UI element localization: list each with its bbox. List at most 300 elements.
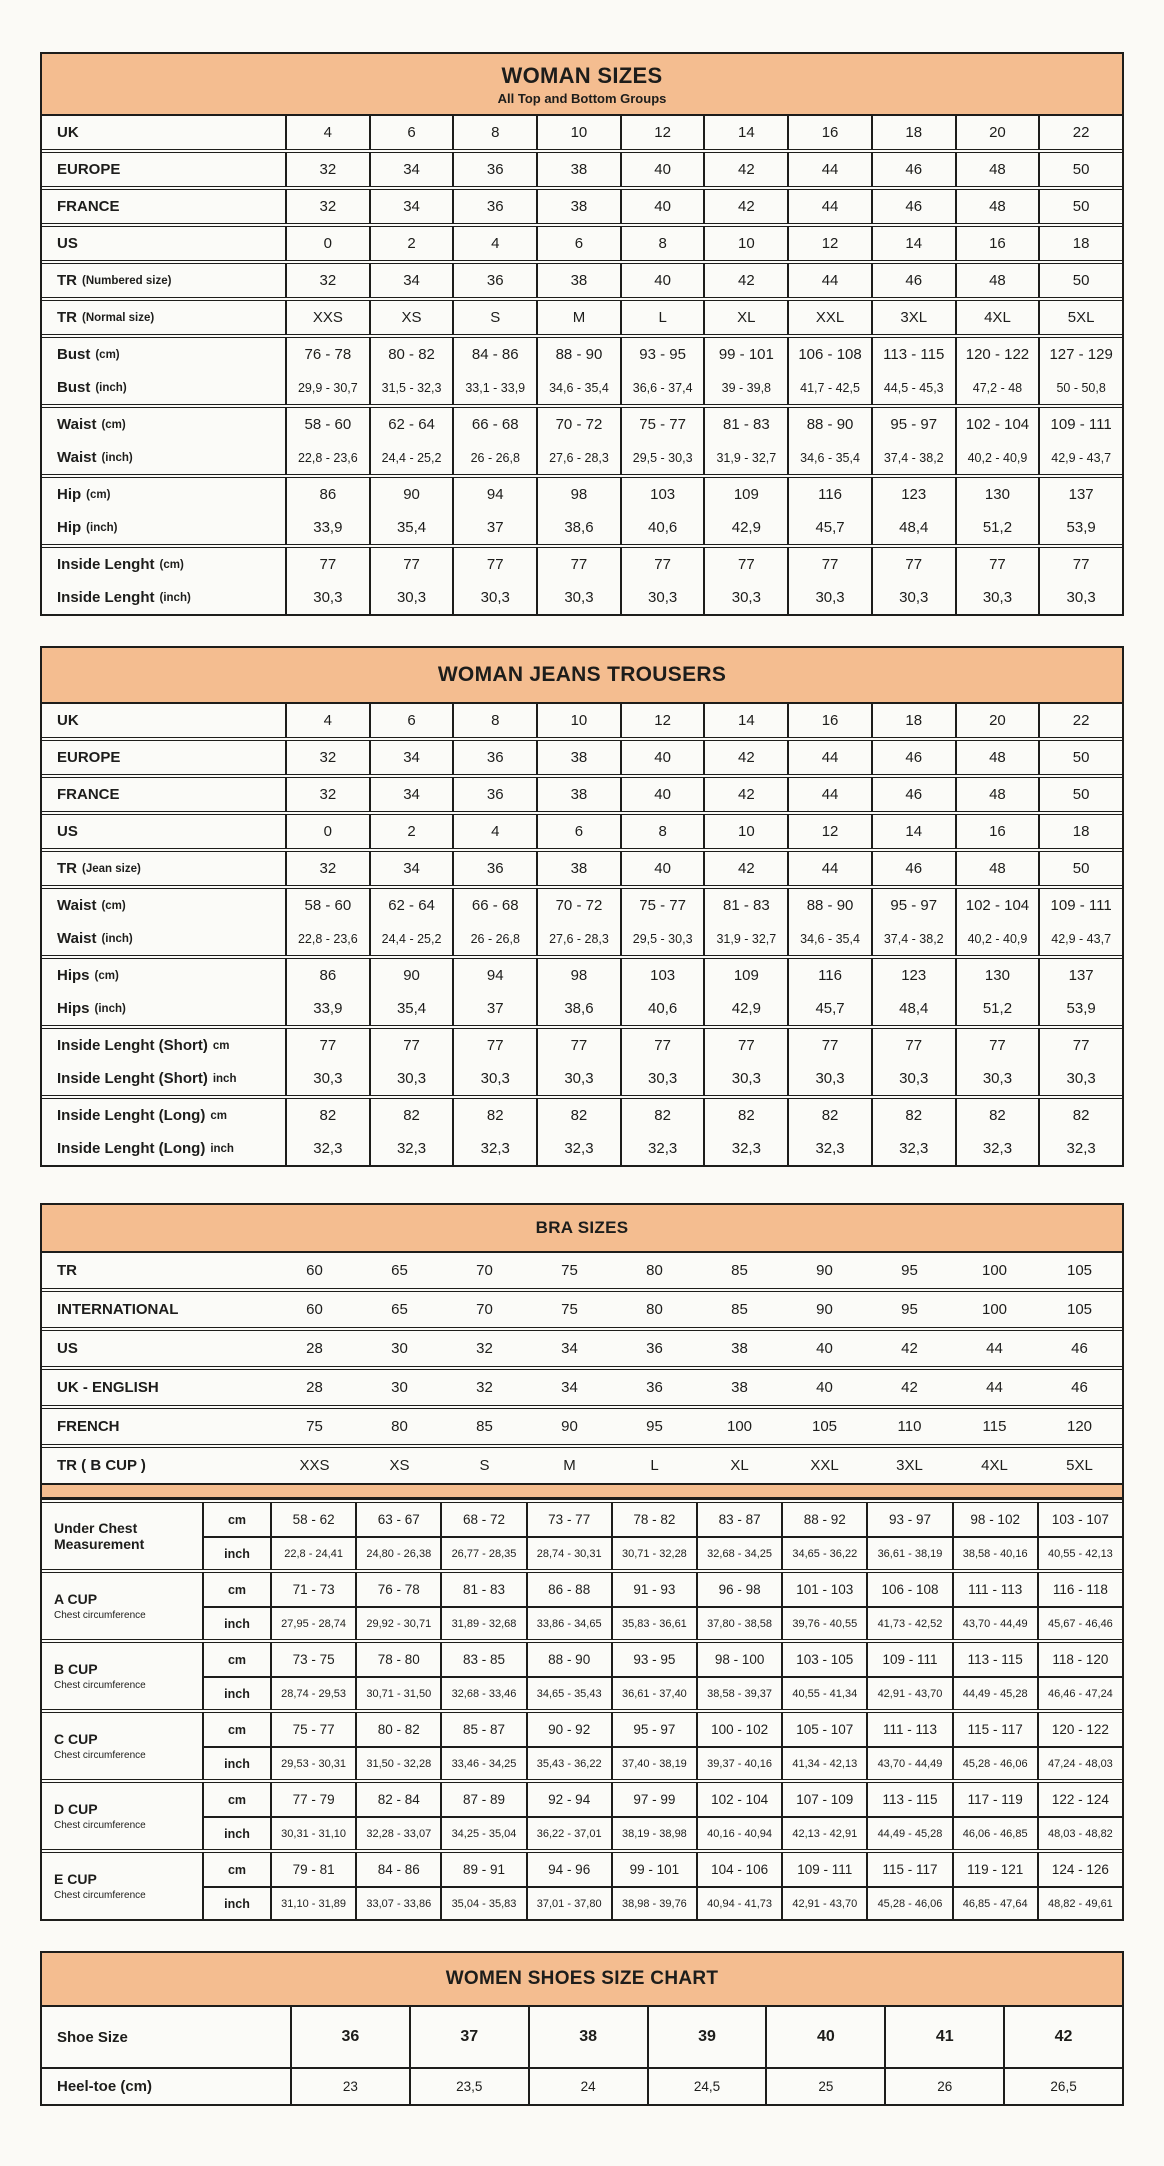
cup-cell: 101 - 103 [781, 1573, 866, 1606]
cup-cell: 102 - 104 [696, 1783, 781, 1816]
orange-separator-band [42, 1483, 1122, 1499]
bra-cell: 60 [306, 1301, 323, 1318]
size-cell: 93 - 95 [620, 338, 704, 371]
cup-label-text: A CUP [54, 1591, 98, 1608]
cup-rows [204, 1573, 1122, 1639]
size-cell: 42 [703, 190, 787, 223]
bra-cell: 75 [306, 1418, 323, 1435]
bra-cell: 46 [1071, 1379, 1088, 1396]
size-cell: 40,6 [620, 511, 704, 544]
row-label [42, 1029, 285, 1062]
cup-cell: 40,55 - 41,34 [781, 1678, 866, 1709]
size-cell: 32,3 [955, 1132, 1039, 1165]
size-cell: M [536, 301, 620, 334]
row-label-text: Inside Lenght (Long) [57, 1140, 206, 1157]
size-cell: 30,3 [536, 581, 620, 614]
cup-cell: 30,71 - 32,28 [611, 1538, 696, 1569]
size-cell: 27,6 - 28,3 [536, 441, 620, 474]
size-cell: 12 [787, 815, 871, 848]
bra-cell: 40 [816, 1379, 833, 1396]
size-cell: 109 [703, 959, 787, 992]
size-cell: 30,3 [452, 1062, 536, 1095]
size-cell: 123 [871, 959, 955, 992]
size-cell: 88 - 90 [787, 408, 871, 441]
cup-cell: 124 - 126 [1037, 1853, 1122, 1886]
cup-cell: 35,04 - 35,83 [440, 1888, 525, 1919]
cup-cell: 29,92 - 30,71 [355, 1608, 440, 1639]
bra-sizes-table [40, 1203, 1124, 1921]
size-cell: 35,4 [369, 992, 453, 1025]
size-cell: 48,4 [871, 992, 955, 1025]
bra-cell: 30 [391, 1340, 408, 1357]
size-cell: 82 [285, 1099, 369, 1132]
cup-group [42, 1709, 1122, 1779]
cup-sublabel: Chest circumference [54, 1819, 146, 1831]
size-cell: 30,3 [369, 581, 453, 614]
size-cell: 44,5 - 45,3 [871, 371, 955, 404]
size-row [42, 264, 1122, 297]
cup-cell: 103 - 107 [1037, 1503, 1122, 1536]
size-section [42, 885, 1122, 955]
cup-group [42, 1569, 1122, 1639]
row-label-note: (Jean size) [82, 862, 141, 875]
size-cell: 40 [620, 190, 704, 223]
size-cell: 6 [369, 704, 453, 737]
row-label-text: EUROPE [57, 161, 121, 178]
cup-cell: 43,70 - 44,49 [866, 1748, 951, 1779]
bra-cell: 85 [731, 1301, 748, 1318]
size-cell: 22,8 - 23,6 [285, 922, 369, 955]
cup-cell: 37,80 - 38,58 [696, 1608, 781, 1639]
size-cell: 37,4 - 38,2 [871, 441, 955, 474]
cup-group [42, 1499, 1122, 1569]
bra-cell: 38 [731, 1379, 748, 1396]
cup-label-text: B CUP [54, 1661, 98, 1678]
cup-cell: 107 - 109 [781, 1783, 866, 1816]
size-cell: 34 [369, 264, 453, 297]
cup-cell: 31,10 - 31,89 [270, 1888, 355, 1919]
size-cell: 14 [703, 704, 787, 737]
bra-cell: 105 [1066, 1262, 1093, 1279]
cup-row [204, 1676, 1122, 1709]
cup-cell: 35,83 - 36,61 [611, 1608, 696, 1639]
size-cell: 42 [703, 852, 787, 885]
bra-cell: 105 [811, 1418, 838, 1435]
size-cell: 46 [871, 778, 955, 811]
row-label-text: Waist [57, 930, 97, 947]
cup-cell: 46,46 - 47,24 [1037, 1678, 1122, 1709]
row-label-text: Waist [57, 897, 97, 914]
cup-group [42, 1639, 1122, 1709]
size-cell: 8 [452, 116, 536, 149]
size-cell: 30,3 [871, 1062, 955, 1095]
size-cell: 82 [787, 1099, 871, 1132]
bra-cell: 32 [476, 1340, 493, 1357]
size-cell: 0 [285, 815, 369, 848]
size-cell: 30,3 [536, 1062, 620, 1095]
cup-cell: 58 - 62 [270, 1503, 355, 1536]
size-cell: 77 [871, 548, 955, 581]
size-cell: 29,5 - 30,3 [620, 922, 704, 955]
size-cell: 32,3 [285, 1132, 369, 1165]
size-cell: 16 [787, 704, 871, 737]
size-row [42, 441, 1122, 474]
cup-cell: 46,85 - 47,64 [952, 1888, 1037, 1919]
row-label-text: Inside Lenght (Short) [57, 1070, 208, 1087]
row-label [42, 338, 285, 371]
cup-cell: 36,22 - 37,01 [526, 1818, 611, 1849]
size-cell: 77 [955, 548, 1039, 581]
bra-cell: 44 [986, 1340, 1003, 1357]
cup-cell: 88 - 92 [781, 1503, 866, 1536]
cup-cell: 34,65 - 35,43 [526, 1678, 611, 1709]
row-label-note: (cm) [101, 899, 126, 912]
size-row [42, 408, 1122, 441]
bra-cell: 90 [816, 1262, 833, 1279]
size-cell: 34,6 - 35,4 [536, 371, 620, 404]
row-label-text: Hips [57, 1000, 90, 1017]
row-label-note: (cm) [101, 418, 126, 431]
bra-cell: 95 [901, 1301, 918, 1318]
size-cell: 4 [452, 815, 536, 848]
cup-sublabel: Chest circumference [54, 1609, 146, 1621]
size-cell: 90 [369, 478, 453, 511]
cup-cell: 36,61 - 37,40 [611, 1678, 696, 1709]
size-cell: 42,9 - 43,7 [1038, 441, 1122, 474]
size-cell: 48 [955, 778, 1039, 811]
jeans-header [42, 648, 1122, 704]
size-row [42, 338, 1122, 371]
cup-cell: 89 - 91 [440, 1853, 525, 1886]
shoe-cell: 24,5 [647, 2069, 766, 2104]
row-label-note: (Numbered size) [82, 274, 172, 287]
size-cell: 44 [787, 741, 871, 774]
size-cell: 82 [955, 1099, 1039, 1132]
cup-group [42, 1849, 1122, 1919]
row-label: US [57, 1340, 78, 1357]
size-cell: 84 - 86 [452, 338, 536, 371]
cup-cell: 85 - 87 [440, 1713, 525, 1746]
size-cell: 29,9 - 30,7 [285, 371, 369, 404]
size-cell: 34,6 - 35,4 [787, 441, 871, 474]
row-label [42, 959, 285, 992]
size-row [42, 959, 1122, 992]
size-cell: 22 [1038, 704, 1122, 737]
size-cell: 8 [452, 704, 536, 737]
size-cell: 137 [1038, 478, 1122, 511]
unit-cell: inch [224, 1686, 250, 1701]
size-section [42, 1025, 1122, 1095]
cup-cell: 37,01 - 37,80 [526, 1888, 611, 1919]
row-label [42, 441, 285, 474]
bra-row [42, 1253, 1122, 1288]
cup-sublabel: Chest circumference [54, 1679, 146, 1691]
row-label [42, 478, 285, 511]
size-cell: 109 [703, 478, 787, 511]
jeans-title: WOMAN JEANS TROUSERS [437, 663, 727, 686]
size-cell: 10 [536, 116, 620, 149]
size-cell: 42 [703, 778, 787, 811]
size-cell: 46 [871, 153, 955, 186]
size-row [42, 1062, 1122, 1095]
row-label [42, 408, 285, 441]
size-cell: 40 [620, 264, 704, 297]
size-cell: 40,2 - 40,9 [955, 922, 1039, 955]
cup-cell: 90 - 92 [526, 1713, 611, 1746]
cup-cell: 22,8 - 24,41 [270, 1538, 355, 1569]
size-cell: 2 [369, 815, 453, 848]
unit-cell: cm [227, 1722, 247, 1737]
size-cell: 22 [1038, 116, 1122, 149]
size-section [42, 260, 1122, 297]
size-cell: 14 [703, 116, 787, 149]
size-cell: 30,3 [787, 1062, 871, 1095]
row-label: TR ( B CUP ) [57, 1457, 146, 1474]
row-label-note: (inch) [94, 1002, 126, 1015]
cup-group [42, 1779, 1122, 1849]
cup-row [204, 1713, 1122, 1746]
size-row [42, 190, 1122, 223]
cup-label-text: Under Chest Measurement [54, 1519, 145, 1552]
cup-sublabel: Chest circumference [54, 1749, 146, 1761]
cup-cell: 34,25 - 35,04 [440, 1818, 525, 1849]
size-cell: 30,3 [620, 581, 704, 614]
row-label-text: Inside Lenght (Long) [57, 1107, 206, 1124]
cup-cell: 96 - 98 [696, 1573, 781, 1606]
woman-sizes-header [42, 54, 1122, 116]
jeans-trousers-table [40, 646, 1124, 1167]
cup-row [204, 1503, 1122, 1536]
row-label: UK - ENGLISH [57, 1379, 159, 1396]
size-cell: 77 [703, 548, 787, 581]
row-label-text: Hip [57, 486, 82, 503]
cup-cell: 97 - 99 [611, 1783, 696, 1816]
row-label-note: cm [210, 1109, 227, 1122]
cup-cell: 99 - 101 [611, 1853, 696, 1886]
cup-cell: 82 - 84 [355, 1783, 440, 1816]
cup-cell: 94 - 96 [526, 1853, 611, 1886]
cup-label [42, 1783, 204, 1849]
cup-cell: 81 - 83 [440, 1573, 525, 1606]
cup-row [204, 1643, 1122, 1676]
size-cell: 27,6 - 28,3 [536, 922, 620, 955]
row-label [42, 1062, 285, 1095]
cup-cell: 45,28 - 46,06 [952, 1748, 1037, 1779]
cup-label [42, 1853, 204, 1919]
size-cell: 45,7 [787, 992, 871, 1025]
size-cell: 42 [703, 264, 787, 297]
shoe-cell: 26 [884, 2069, 1003, 2104]
size-row [42, 741, 1122, 774]
row-label-text: Bust [57, 346, 91, 363]
size-cell: 86 [285, 478, 369, 511]
cup-rows [204, 1713, 1122, 1779]
size-cell: 24,4 - 25,2 [369, 922, 453, 955]
bra-cell: 5XL [1066, 1457, 1093, 1474]
bra-cell: 95 [646, 1418, 663, 1435]
bra-cell: 42 [901, 1379, 918, 1396]
size-section [42, 544, 1122, 614]
cup-cell: 78 - 82 [611, 1503, 696, 1536]
size-cell: 120 - 122 [955, 338, 1039, 371]
shoe-cell: 40 [765, 2007, 884, 2067]
shoe-cell: 36 [290, 2007, 409, 2067]
cup-cell: 86 - 88 [526, 1573, 611, 1606]
cup-sublabel: Chest circumference [54, 1889, 146, 1901]
cup-cell: 95 - 97 [611, 1713, 696, 1746]
size-section [42, 334, 1122, 404]
row-label-text: EUROPE [57, 749, 121, 766]
bra-cell: 44 [986, 1379, 1003, 1396]
size-cell: 77 [285, 1029, 369, 1062]
size-cell: 102 - 104 [955, 408, 1039, 441]
spacer [40, 616, 1124, 646]
size-section [42, 737, 1122, 774]
size-row [42, 153, 1122, 186]
cup-cell: 120 - 122 [1037, 1713, 1122, 1746]
bra-row [42, 1366, 1122, 1405]
size-cell: 38,6 [536, 511, 620, 544]
cup-row [204, 1573, 1122, 1606]
size-cell: 42 [703, 153, 787, 186]
unit-cell: inch [224, 1756, 250, 1771]
cup-cell: 41,73 - 42,52 [866, 1608, 951, 1639]
size-cell: 53,9 [1038, 992, 1122, 1025]
size-cell: 44 [787, 190, 871, 223]
cup-cell: 36,61 - 38,19 [866, 1538, 951, 1569]
cup-cell: 31,89 - 32,68 [440, 1608, 525, 1639]
shoe-row [42, 2007, 1122, 2067]
unit-cell: cm [227, 1582, 247, 1597]
cup-cell: 93 - 97 [866, 1503, 951, 1536]
size-cell: 30,3 [285, 581, 369, 614]
size-cell: 38 [536, 741, 620, 774]
size-cell: 30,3 [703, 581, 787, 614]
size-row [42, 704, 1122, 737]
cup-cell: 30,71 - 31,50 [355, 1678, 440, 1709]
size-cell: 32,3 [452, 1132, 536, 1165]
size-cell: 82 [1038, 1099, 1122, 1132]
row-label-note: inch [210, 1142, 234, 1155]
cup-cell: 38,98 - 39,76 [611, 1888, 696, 1919]
size-cell: 77 [787, 548, 871, 581]
cup-label-text: E CUP [54, 1871, 97, 1888]
size-section [42, 1095, 1122, 1165]
row-label [42, 116, 285, 149]
size-cell: L [620, 301, 704, 334]
size-cell: 33,9 [285, 992, 369, 1025]
cup-label-text: D CUP [54, 1801, 98, 1818]
size-cell: 36 [452, 153, 536, 186]
bra-cup-measurements [42, 1499, 1122, 1919]
size-cell: 10 [703, 227, 787, 260]
cup-cell: 100 - 102 [696, 1713, 781, 1746]
size-cell: 14 [871, 227, 955, 260]
row-label [42, 704, 285, 737]
bra-cell: 75 [561, 1262, 578, 1279]
size-cell: 77 [787, 1029, 871, 1062]
woman-sizes-body [42, 116, 1122, 614]
size-cell: 10 [703, 815, 787, 848]
size-cell: 47,2 - 48 [955, 371, 1039, 404]
row-label [42, 741, 285, 774]
bra-conversion-rows [42, 1253, 1122, 1483]
size-cell: 30,3 [1038, 581, 1122, 614]
bra-cell: 32 [476, 1379, 493, 1396]
cup-row [204, 1783, 1122, 1816]
cup-cell: 29,53 - 30,31 [270, 1748, 355, 1779]
size-cell: 31,9 - 32,7 [703, 922, 787, 955]
cup-cell: 33,07 - 33,86 [355, 1888, 440, 1919]
size-cell: 41,7 - 42,5 [787, 371, 871, 404]
size-cell: 88 - 90 [536, 338, 620, 371]
row-label [42, 815, 285, 848]
size-cell: 130 [955, 478, 1039, 511]
row-label: INTERNATIONAL [57, 1301, 179, 1318]
size-row [42, 116, 1122, 149]
size-cell: 30,3 [285, 1062, 369, 1095]
cup-cell: 91 - 93 [611, 1573, 696, 1606]
size-cell: 48 [955, 190, 1039, 223]
size-row [42, 511, 1122, 544]
size-cell: 4 [452, 227, 536, 260]
bra-cell: 85 [731, 1262, 748, 1279]
size-cell: 4 [285, 116, 369, 149]
bra-cell: L [650, 1457, 659, 1474]
size-row [42, 478, 1122, 511]
bra-cell: 30 [391, 1379, 408, 1396]
bra-cell: 42 [901, 1340, 918, 1357]
row-label [42, 1132, 285, 1165]
bra-cell: 34 [561, 1340, 578, 1357]
cup-cell: 48,03 - 48,82 [1037, 1818, 1122, 1849]
cup-cell: 75 - 77 [270, 1713, 355, 1746]
size-cell: 48 [955, 153, 1039, 186]
cup-cell: 28,74 - 29,53 [270, 1678, 355, 1709]
size-cell: 10 [536, 704, 620, 737]
bra-cell: 110 [897, 1418, 922, 1435]
size-row [42, 852, 1122, 885]
row-label: Shoe Size [57, 2028, 128, 2046]
size-cell: 31,9 - 32,7 [703, 441, 787, 474]
row-label-text: Inside Lenght [57, 589, 155, 606]
size-cell: 18 [1038, 815, 1122, 848]
bra-cell: 75 [561, 1301, 578, 1318]
cup-cell: 113 - 115 [866, 1783, 951, 1816]
size-cell: 77 [369, 1029, 453, 1062]
size-section [42, 811, 1122, 848]
row-label [42, 227, 285, 260]
size-cell: 77 [1038, 1029, 1122, 1062]
size-cell: XL [703, 301, 787, 334]
cup-cell: 42,13 - 42,91 [781, 1818, 866, 1849]
size-cell: 34 [369, 153, 453, 186]
size-cell: 20 [955, 704, 1039, 737]
size-cell: 127 - 129 [1038, 338, 1122, 371]
cup-cell: 92 - 94 [526, 1783, 611, 1816]
size-section [42, 223, 1122, 260]
row-label-note: (inch) [95, 381, 127, 394]
row-label-note: (inch) [101, 451, 133, 464]
size-cell: 70 - 72 [536, 889, 620, 922]
size-cell: 40 [620, 852, 704, 885]
shoe-cell: 23 [290, 2069, 409, 2104]
size-section [42, 848, 1122, 885]
cup-cell: 73 - 77 [526, 1503, 611, 1536]
size-cell: 34 [369, 852, 453, 885]
size-cell: 77 [871, 1029, 955, 1062]
shoe-cell: 25 [765, 2069, 884, 2104]
